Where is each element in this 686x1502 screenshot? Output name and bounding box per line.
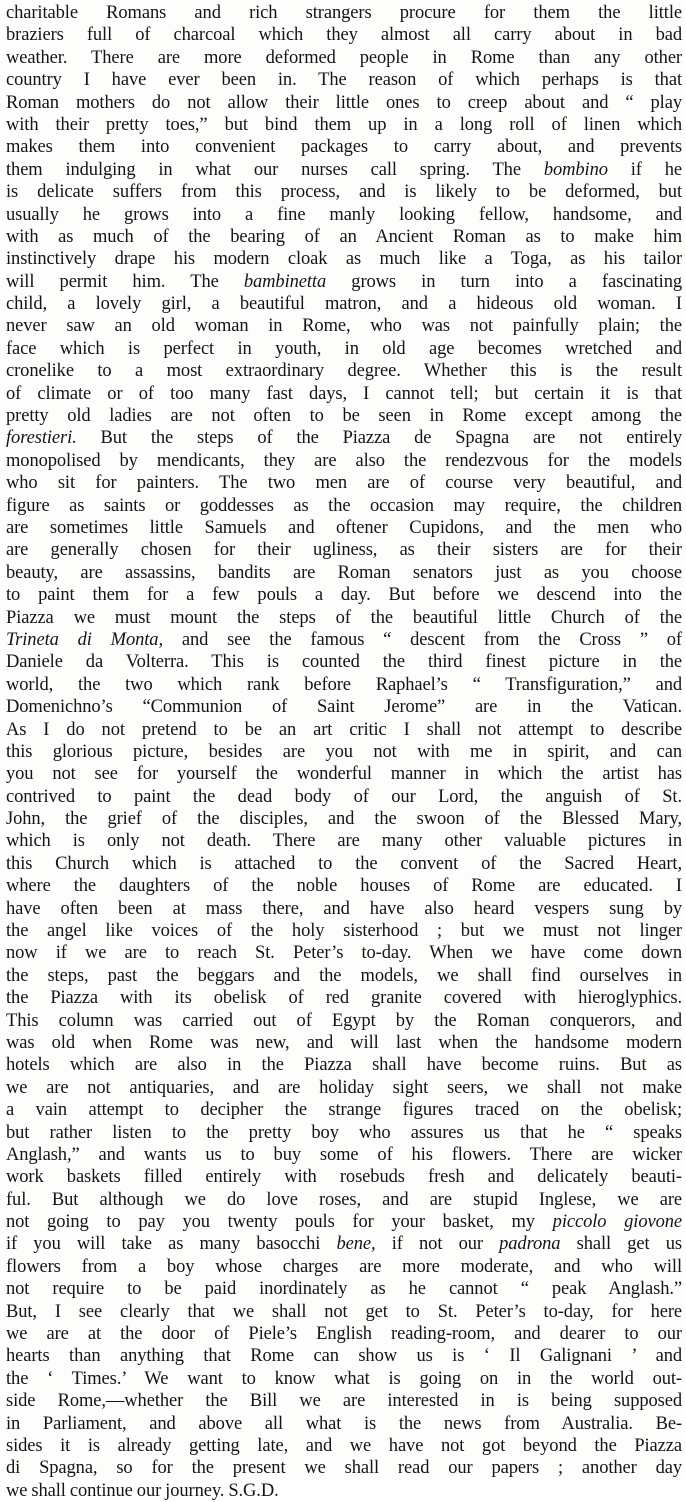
article-line: where the daughters of the noble houses of Rome are educated. I xyxy=(6,876,682,897)
article-line: usually he grows into a fine manly looking fellow, handsome, and xyxy=(6,204,682,225)
article-line: side Rome,—whether the Bill we are interested in is being supposed xyxy=(6,1391,682,1412)
article-line: contrived to paint the dead body of our Lord, the anguish of St. xyxy=(6,786,682,807)
italic-phrase: padrona xyxy=(499,1234,561,1255)
article-line: sides it is already getting late, and we have not got beyond the Piazza xyxy=(6,1436,682,1456)
article-line: a vain attempt to decipher the strange figures traced on the obelisk; xyxy=(6,1100,682,1121)
article-line: is delicate suffers from this process, and is likely to be deformed, but xyxy=(6,182,682,203)
article-line: hotels which are also in the Piazza shall have become ruins. But as xyxy=(6,1055,682,1076)
italic-phrase: bombino xyxy=(543,159,608,180)
article-line: work baskets filled entirely with rosebuds fresh and delicately beauti- xyxy=(6,1167,682,1188)
article-line: now if we are to reach St. Peter’s to-day. When we have come down xyxy=(6,943,682,964)
article-line: flowers from a boy whose charges are more moderate, and who will xyxy=(6,1256,682,1277)
article-line: the Piazza with its obelisk of red granite covered with hieroglyphics. xyxy=(6,988,682,1009)
article-line: di Spagna, so for the present we shall read our papers ; another day xyxy=(6,1458,682,1479)
article-line: As I do not pretend to be an art critic I shall not attempt to describe xyxy=(6,719,682,740)
article-line: are generally chosen for their ugliness, as their sisters are for their xyxy=(6,540,682,561)
article-line: who sit for painters. The two men are of course very beautiful, and xyxy=(6,473,682,494)
article-line: Piazza we must mount the steps of the beautiful little Church of the xyxy=(6,607,682,628)
article-line: the angel like voices of the holy sisterhood ; but we must not linger xyxy=(6,921,682,942)
article-line: which is only not death. There are many other valuable pictures in xyxy=(6,831,682,852)
article-line: to paint them for a few pouls a day. But before we descend into the xyxy=(6,585,682,606)
article-line: have often been at mass there, and have also heard vespers sung by xyxy=(6,898,682,919)
article-column xyxy=(6,2,682,1502)
article-line: but rather listen to the pretty boy who assures us that he “ speaks xyxy=(6,1122,682,1143)
italic-phrase: Trineta di Monta, xyxy=(6,629,163,650)
article-line: will permit him. The bambinetta grows in turn into a fascinating xyxy=(6,271,682,292)
italic-phrase: bene, xyxy=(336,1234,376,1255)
article-line: figure as saints or goddesses as the occasion may require, the children xyxy=(6,495,682,516)
article-line: But, I see clearly that we shall not get to St. Peter’s to-day, for here xyxy=(6,1301,682,1322)
article-line: of climate or of too many fast days, I cannot tell; but certain it is that xyxy=(6,383,682,404)
article-line: hearts than anything that Rome can show us is ‘ Il Galignani ’ and xyxy=(6,1346,682,1367)
article-line: Roman mothers do not allow their little ones to creep about and “ play xyxy=(6,92,682,113)
article-line: this glorious picture, besides are you not with me in spirit, and can xyxy=(6,741,682,762)
article-line: country I have ever been in. The reason of which perhaps is that xyxy=(6,70,682,91)
article-line: world, the two which rank before Raphael’s “ Transfiguration,” and xyxy=(6,674,682,695)
article-line: Domenichno’s “Communion of Saint Jerome” are in the Vatican. xyxy=(6,697,682,718)
article-line: never saw an old woman in Rome, who was not painfully plain; the xyxy=(6,316,682,337)
italic-phrase: bambinetta xyxy=(243,271,327,292)
article-line: with as much of the bearing of an Ancient Roman as to make him xyxy=(6,226,682,247)
article-line: are sometimes little Samuels and oftener Cupidons, and the men who xyxy=(6,517,682,538)
article-line: Daniele da Volterra. This is counted the third finest picture in the xyxy=(6,652,682,673)
article-line: Trineta di Monta, and see the famous “ descent from the Cross ” of xyxy=(6,629,682,650)
article-line: monopolised by mendicants, they are also the rendezvous for the models xyxy=(6,450,682,471)
article-line: the ‘ Times.’ We want to know what is going on in the world out- xyxy=(6,1368,682,1389)
article-line: was old when Rome was new, and will last when the handsome modern xyxy=(6,1032,682,1053)
article-line: we are not antiquaries, and are holiday sight seers, we shall not make xyxy=(6,1077,682,1098)
article-line: with their pretty toes,” but bind them up in a long roll of linen which xyxy=(6,114,682,135)
article-line: if you will take as many basocchi bene, if not our padrona shall get us xyxy=(6,1234,683,1255)
article-line: child, a lovely girl, a beautiful matron, and a hideous old woman. I xyxy=(6,294,682,315)
article-line: not going to pay you twenty pouls for your basket, my piccolo giovone xyxy=(6,1212,683,1233)
article-line: cronelike to a most extraordinary degree. Whether this is the result xyxy=(6,361,682,382)
italic-phrase: piccolo giovone xyxy=(552,1212,683,1233)
article-line: Anglash,” and wants us to buy some of his flowers. There are wicker xyxy=(6,1144,682,1165)
article-line: beauty, are assassins, bandits are Roman senators just as you choose xyxy=(6,562,682,583)
article-line: we shall continue our journey. S.G.D. xyxy=(6,1480,279,1501)
article-line: John, the grief of the disciples, and the swoon of the Blessed Mary, xyxy=(6,809,682,830)
article-line: charitable Romans and rich strangers procure for them the little xyxy=(6,3,682,23)
article-line: forestieri. But the steps of the Piazza de Spagna are not entirely xyxy=(6,428,682,449)
article-line: this Church which is attached to the convent of the Sacred Heart, xyxy=(6,853,682,874)
article-line: we are at the door of Piele’s English reading-room, and dearer to our xyxy=(6,1324,682,1345)
article-line: not require to be paid inordinately as he cannot “ peak Anglash.” xyxy=(6,1279,682,1300)
article-line: braziers full of charcoal which they almost all carry about in bad xyxy=(6,25,682,46)
article-line: weather. There are more deformed people in Rome than any other xyxy=(6,47,682,68)
article-line: the steps, past the beggars and the models, we shall find ourselves in xyxy=(6,965,682,986)
italic-phrase: forestieri. xyxy=(6,428,77,449)
article-line: ful. But although we do love roses, and are stupid Inglese, we are xyxy=(6,1189,682,1210)
article-line: pretty old ladies are not often to be seen in Rome except among the xyxy=(6,406,682,427)
article-line: instinctively drape his modern cloak as much like a Toga, as his tailor xyxy=(6,249,682,270)
article-line: makes them into convenient packages to carry about, and prevents xyxy=(6,137,682,158)
article-line: This column was carried out of Egypt by the Roman conquerors, and xyxy=(6,1010,682,1031)
article-line: face which is perfect in youth, in old age becomes wretched and xyxy=(6,338,682,359)
article-line: in Parliament, and above all what is the news from Australia. Be- xyxy=(6,1413,682,1434)
article-line: you not see for yourself the wonderful manner in which the artist has xyxy=(6,764,682,785)
article-line: them indulging in what our nurses call spring. The bombino if he xyxy=(6,159,682,180)
